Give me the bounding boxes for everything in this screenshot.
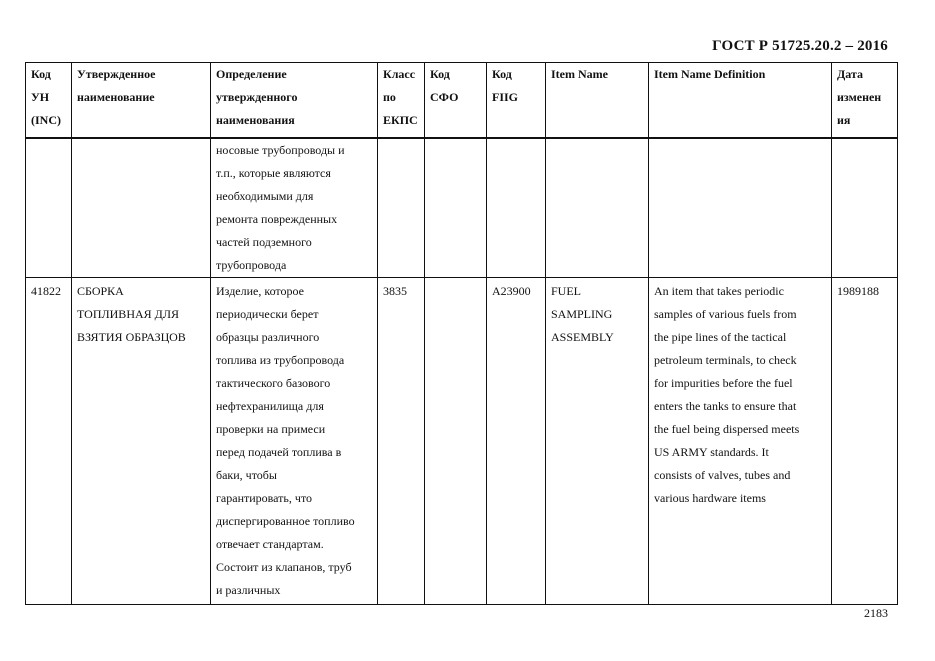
text-line: Код — [492, 67, 512, 81]
text-line: топлива из трубопровода — [216, 353, 345, 367]
cell-inc: 41822 — [26, 278, 72, 605]
text-line: Определение — [216, 67, 287, 81]
cell-approved-name — [72, 138, 211, 278]
column-header-item-name — [546, 63, 649, 139]
text-line: ТОПЛИВНАЯ ДЛЯ — [77, 307, 179, 321]
text-line: for impurities before the fuel — [654, 376, 793, 390]
text-line: утвержденного — [216, 90, 298, 104]
cell-change-date — [832, 138, 898, 278]
text-line: ASSEMBLY — [551, 330, 614, 344]
text-line: тактического базового — [216, 376, 331, 390]
text-line: носовые трубопроводы и — [216, 143, 345, 157]
text-line: СФО — [430, 90, 459, 104]
text-line: наименование — [77, 90, 155, 104]
cell-item-name-definition — [649, 278, 832, 605]
table-header-row — [26, 63, 898, 139]
cell-approved-name — [72, 278, 211, 605]
text-line: изменен — [837, 90, 882, 104]
table-row — [26, 138, 898, 278]
cell-fiig-code — [487, 138, 546, 278]
text-line: samples of various fuels from — [654, 307, 797, 321]
cell-item-name-definition — [649, 138, 832, 278]
cell-sfo-code — [425, 138, 487, 278]
text-line: по — [383, 90, 396, 104]
text-line: Изделие, которое — [216, 284, 304, 298]
cell-ekps-class: 3835 — [378, 278, 425, 605]
cell-sfo-code — [425, 278, 487, 605]
text-line: Код — [31, 67, 51, 81]
text-line: гарантировать, что — [216, 491, 313, 505]
text-line: Дата — [837, 67, 863, 81]
text-line: Код — [430, 67, 450, 81]
cell-change-date: 1989188 — [832, 278, 898, 605]
text-line: наименования — [216, 113, 295, 127]
text-line: баки, чтобы — [216, 468, 277, 482]
text-line: Состоит из клапанов, труб — [216, 560, 352, 574]
document-code: ГОСТ Р 51725.20.2 – 2016 — [712, 38, 888, 54]
text-line: периодически берет — [216, 307, 319, 321]
column-header-sfo-code — [425, 63, 487, 139]
cell-inc — [26, 138, 72, 278]
cell-fiig-code: A23900 — [487, 278, 546, 605]
text-line: УН — [31, 90, 50, 104]
cell-item-name — [546, 138, 649, 278]
text-line: An item that takes periodic — [654, 284, 784, 298]
text-line: нефтехранилища для — [216, 399, 324, 413]
text-line: ЕКПС — [383, 113, 418, 127]
text-line: Утвержденное — [77, 67, 156, 81]
text-line: Класс — [383, 67, 416, 81]
text-line: enters the tanks to ensure that — [654, 399, 797, 413]
column-header-inc — [26, 63, 72, 139]
text-line: US ARMY standards. It — [654, 445, 769, 459]
text-line: petroleum terminals, to check — [654, 353, 797, 367]
text-line: частей подземного — [216, 235, 312, 249]
text-line: отвечает стандартам. — [216, 537, 324, 551]
text-line: ремонта поврежденных — [216, 212, 338, 226]
text-line: проверки на примеси — [216, 422, 326, 436]
text-line: ия — [837, 113, 851, 127]
text-line: consists of valves, tubes and — [654, 468, 791, 482]
text-line: the pipe lines of the tactical — [654, 330, 787, 344]
column-header-ekps-class — [378, 63, 425, 139]
text-line: Item Name — [551, 67, 608, 81]
text-line: и различных — [216, 583, 281, 597]
cell-definition — [211, 278, 378, 605]
text-line: трубопровода — [216, 258, 287, 272]
cell-definition — [211, 138, 378, 278]
text-line: FUEL — [551, 284, 581, 298]
column-header-item-name-definition — [649, 63, 832, 139]
text-line: т.п., которые являются — [216, 166, 331, 180]
text-line: (INC) — [31, 113, 61, 127]
text-line: перед подачей топлива в — [216, 445, 342, 459]
text-line: SAMPLING — [551, 307, 613, 321]
column-header-fiig-code — [487, 63, 546, 139]
text-line: FIIG — [492, 90, 519, 104]
cell-item-name — [546, 278, 649, 605]
text-line: Item Name Definition — [654, 67, 766, 81]
text-line: ВЗЯТИЯ ОБРАЗЦОВ — [77, 330, 186, 344]
cell-ekps-class — [378, 138, 425, 278]
table-row — [26, 278, 898, 605]
text-line: various hardware items — [654, 491, 766, 505]
classifier-table — [25, 62, 898, 605]
column-header-definition — [211, 63, 378, 139]
text-line: необходимыми для — [216, 189, 314, 203]
text-line: диспергированное топливо — [216, 514, 355, 528]
text-line: the fuel being dispersed meets — [654, 422, 800, 436]
column-header-change-date — [832, 63, 898, 139]
text-line: СБОРКА — [77, 284, 124, 298]
page-number: 2183 — [864, 606, 888, 620]
column-header-approved-name — [72, 63, 211, 139]
text-line: образцы различного — [216, 330, 320, 344]
